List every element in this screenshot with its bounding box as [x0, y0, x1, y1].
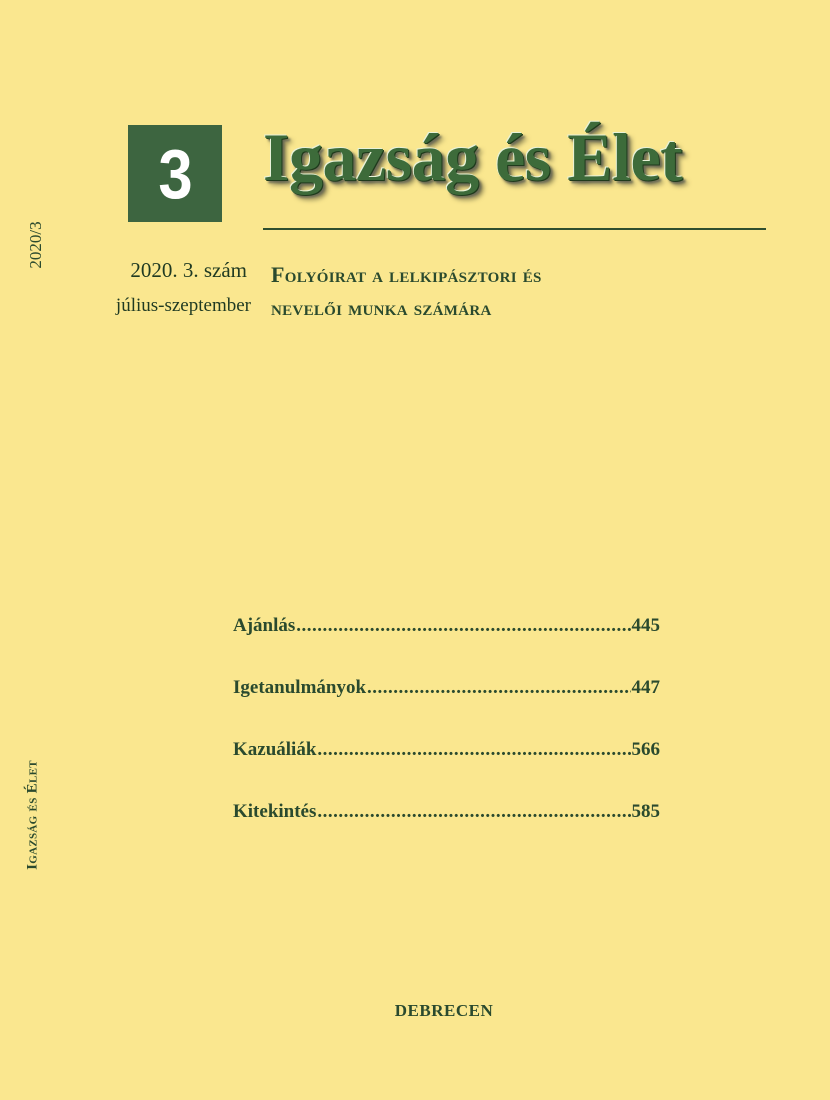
toc-entry-page: 566: [631, 739, 660, 760]
issue-number: 3: [157, 134, 193, 213]
publication-city: DEBRECEN: [394, 1001, 494, 1020]
subtitle-line-2: nevelői munka számára: [271, 295, 492, 320]
title-underline: [263, 228, 766, 230]
toc-leader-dots: [317, 739, 630, 761]
toc-entry: [233, 615, 660, 646]
toc-entry-title: Igetanulmányok: [233, 677, 367, 698]
toc-entry-page: 447: [631, 677, 660, 698]
toc-leader-dots: [296, 615, 630, 637]
toc-entry: [233, 801, 660, 832]
toc-entry-title: Kazuáliák: [233, 739, 317, 760]
issue-period: július-szeptember: [115, 295, 251, 316]
toc-leader-dots: [317, 801, 630, 823]
subtitle-line-1: Folyóirat a lelkipásztori és: [271, 262, 542, 287]
issue-number-box: [128, 125, 222, 222]
toc-entry-page: 445: [631, 615, 660, 636]
spine-title: Igazság és Élet: [24, 760, 41, 870]
toc-entry-page: 585: [631, 801, 660, 822]
toc-entry: [233, 739, 660, 770]
toc-entry: [233, 677, 660, 708]
spine-year-issue: 2020/3: [26, 221, 45, 269]
toc-leader-dots: [367, 677, 630, 699]
journal-title: Igazság és Élet: [263, 119, 683, 195]
journal-subtitle: [271, 258, 542, 324]
table-of-contents: [233, 615, 660, 863]
toc-entry-title: Ajánlás: [233, 615, 296, 636]
issue-label: 2020. 3. szám: [130, 258, 247, 282]
toc-entry-title: Kitekintés: [233, 801, 317, 822]
